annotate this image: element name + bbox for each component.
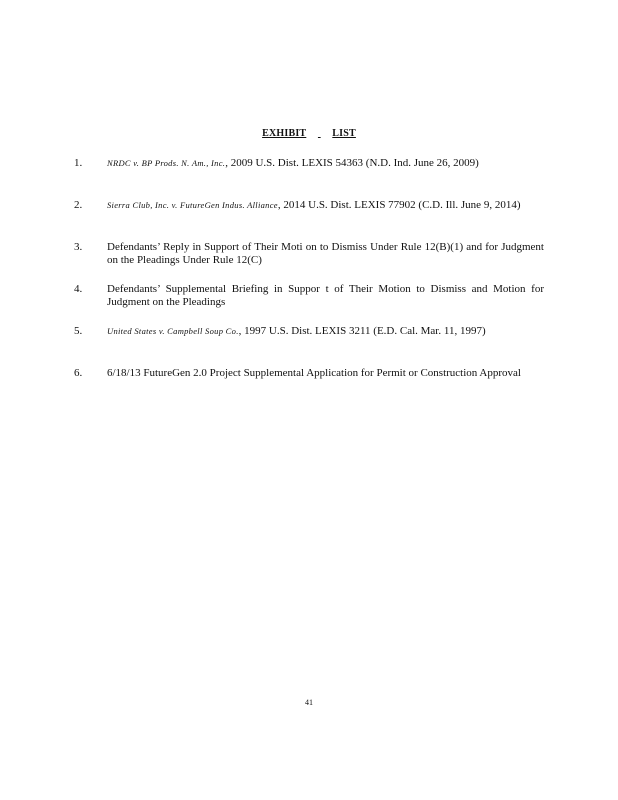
title-word-exhibit: EXHIBIT [262,128,307,139]
case-name: United States v. Campbell Soup Co. [107,326,239,336]
exhibit-number: 6. [74,367,83,379]
exhibit-description [107,241,544,267]
exhibit-description [107,283,544,309]
exhibit-description [107,367,544,380]
page-title [0,128,618,139]
exhibit-number: 1. [74,157,83,169]
page-number: 41 [305,698,313,707]
citation-text: , 1997 U.S. Dist. LEXIS 3211 (E.D. Cal. Mar. 11, 1997) [238,325,486,337]
citation-text: 6/18/13 FutureGen 2.0 Project Supplemental Application for Permit or Construction Approval [107,367,521,379]
exhibit-description [107,325,544,338]
case-name: Sierra Club, Inc. v. FutureGen Indus. Alliance [107,200,278,210]
exhibit-number: 5. [74,325,83,337]
exhibit-number: 4. [74,283,83,295]
title-word-list: LIST [332,128,356,139]
citation-text: , 2009 U.S. Dist. LEXIS 54363 (N.D. Ind. June 26, 2009) [225,157,479,169]
citation-text: , 2014 U.S. Dist. LEXIS 77902 (C.D. Ill. June 9, 2014) [277,199,521,211]
citation-text: Defendants’ Reply in Support of Their Moti on to Dismiss Under Rule 12(B)(1) and for Judgment on the Pleadings Under Rule 12(C) [107,241,544,266]
case-name: NRDC v. BP Prods. N. Am., Inc. [107,158,226,168]
exhibit-description [107,199,544,212]
exhibit-number: 2. [74,199,83,211]
citation-text: Defendants’ Supplemental Briefing in Suppor t of Their Motion to Dismiss and Motion for Judgment on the Pleadings [107,283,544,308]
exhibit-number: 3. [74,241,83,253]
exhibit-description [107,157,544,170]
